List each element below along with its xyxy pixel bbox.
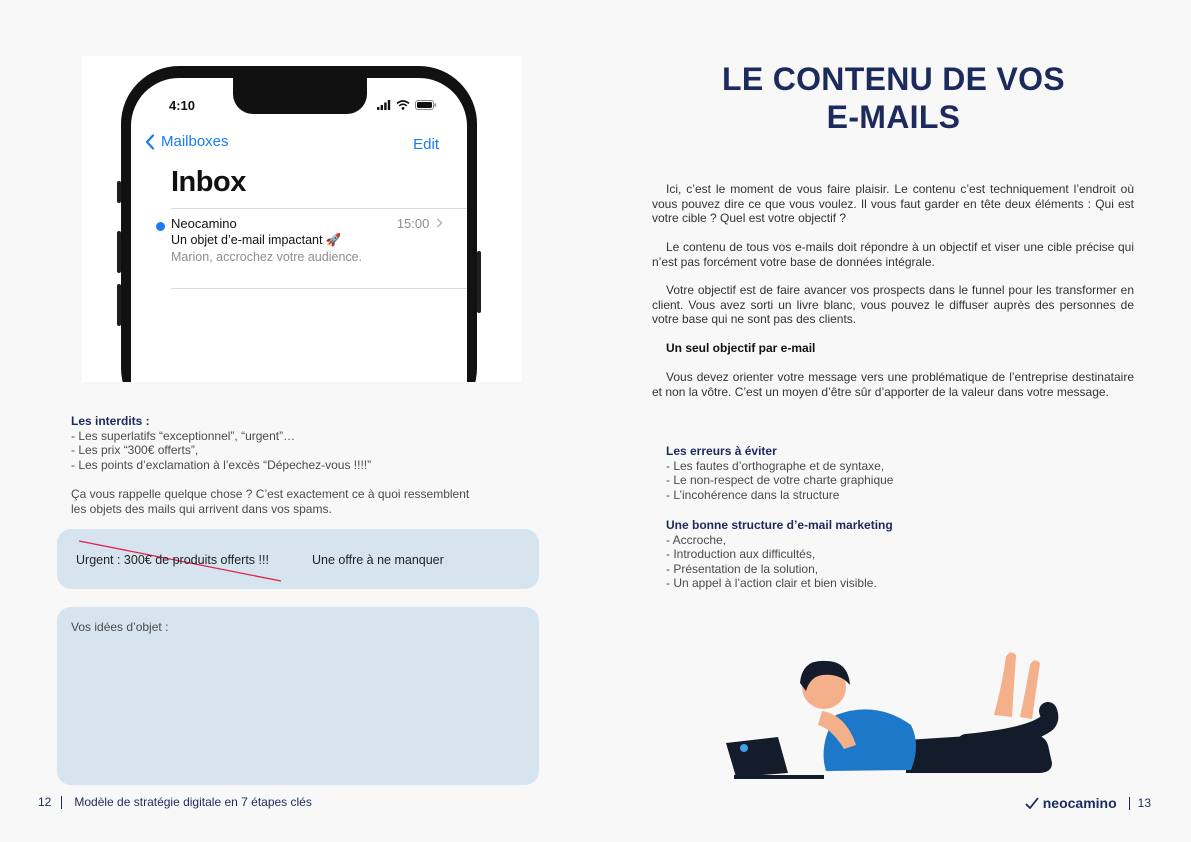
errors-item: - L’incohérence dans la structure [666, 487, 840, 502]
paragraph: Ici, c’est le moment de vous faire plaisir. Le contenu c’est techniquement l’endroit où vous pouvez dire ce que vous voulez. Il vous faut garder en tête deux éléments : Qui est votre cible ? Quel est votre objectif ? [652, 182, 1134, 225]
mail-preview: Marion, accrochez votre audience. [171, 250, 363, 264]
wifi-icon [396, 100, 410, 110]
spam-line: les objets des mails qui arrivent dans vos spams. [71, 501, 332, 516]
paragraph: Le contenu de tous vos e-mails doit répondre à un objectif et viser une cible précise qui n’est pas forcément votre base de données intégrale. [652, 240, 1134, 269]
forbidden-section [71, 414, 541, 472]
errors-section [666, 444, 1136, 502]
neocamino-logo [1025, 795, 1117, 811]
one-goal-heading-wrap [652, 341, 1134, 356]
forbidden-item: - Les prix “300€ offerts”, [71, 443, 199, 457]
footer-right [1025, 795, 1151, 811]
title-line: LE CONTENU DE VOS [722, 61, 1065, 97]
structure-section [666, 518, 1136, 591]
unread-dot-icon [156, 222, 165, 231]
right-page [596, 0, 1191, 842]
chevron-left-icon [145, 134, 155, 150]
mail-subject: Un objet d’e-mail impactant 🚀 [171, 233, 342, 247]
goal-paragraph [652, 283, 1134, 327]
edit-button[interactable]: Edit [413, 136, 439, 153]
forbidden-heading: Les interdits : [71, 414, 150, 428]
mailboxes-label: Mailboxes [161, 133, 229, 150]
divider [171, 208, 467, 209]
spam-paragraph [71, 487, 541, 516]
phone-body [121, 66, 477, 382]
battery-icon [415, 100, 437, 110]
one-goal-paragraph: Vous devez orienter votre message vers une problématique de l’entreprise destinataire et non la vôtre. C’est un moyen d’être sûr d’apporter de la valeur dans votre message. [652, 370, 1134, 399]
mail-list-item[interactable] [131, 214, 467, 294]
mailboxes-back-button[interactable] [145, 133, 229, 150]
errors-item: - Le non-respect de votre charte graphique [666, 473, 894, 487]
subject-ideas-box[interactable] [57, 607, 539, 785]
brand-name: neocamino [1042, 795, 1117, 811]
structure-item: - Accroche, [666, 532, 727, 547]
page-number: 12 [38, 795, 52, 809]
phone-notch [233, 78, 367, 114]
errors-heading: Les erreurs à éviter [666, 444, 777, 458]
errors-item: - Les fautes d’orthographe et de syntaxe, [666, 458, 885, 473]
subject-examples-box [57, 529, 539, 589]
phone-mockup [82, 56, 522, 382]
structure-item: - Présentation de la solution, [666, 561, 819, 576]
structure-item: - Un appel à l’action clair et bien visible. [666, 576, 877, 590]
page-number: 13 [1137, 796, 1151, 810]
good-subject-example: Une offre à ne manquer [312, 553, 444, 567]
page-title [596, 60, 1191, 136]
one-goal-heading: Un seul objectif par e-mail [666, 341, 816, 355]
status-time: 4:10 [169, 98, 196, 113]
intro-paragraph [652, 182, 1134, 226]
footer-title: Modèle de stratégie digitale en 7 étapes clés [74, 795, 312, 809]
structure-item: - Introduction aux difficultés, [666, 547, 816, 561]
chevron-right-icon [436, 218, 443, 228]
forbidden-item: - Les superlatifs “exceptionnel”, “urgent”… [71, 428, 296, 443]
ideas-label: Vos idées d’objet : [71, 620, 169, 634]
person-laptop-illustration [726, 645, 1066, 785]
signal-icon [377, 100, 391, 110]
one-goal-paragraph-wrap [652, 370, 1134, 399]
mail-sender: Neocamino [171, 216, 237, 231]
forbidden-item: - Les points d’exclamation à l’excès “Dépechez-vous !!!!” [71, 457, 372, 472]
phone-side-button [477, 251, 481, 313]
footer-separator [1129, 797, 1130, 810]
spam-line: Ça vous rappelle quelque chose ? C’est exactement ce à quoi ressemblent [71, 487, 470, 501]
target-paragraph [652, 240, 1134, 269]
footer-separator [61, 796, 62, 809]
title-line: E-MAILS [826, 99, 961, 135]
inbox-title: Inbox [171, 166, 246, 198]
mail-time: 15:00 [397, 216, 443, 231]
check-icon [1025, 797, 1039, 809]
paragraph: Votre objectif est de faire avancer vos prospects dans le funnel pour les transformer en client. Vous avez sorti un livre blanc, vous pouvez le diffuser auprès des personnes de votre base qui ne sont pas des clients. [652, 283, 1134, 326]
footer-left [38, 795, 312, 809]
structure-heading: Une bonne structure d’e-mail marketing [666, 518, 893, 532]
bad-subject-example: Urgent : 300€ de produits offerts !!! [76, 553, 269, 567]
phone-screen [131, 78, 467, 382]
left-page [0, 0, 595, 842]
divider [171, 288, 467, 289]
status-icons [377, 100, 437, 110]
